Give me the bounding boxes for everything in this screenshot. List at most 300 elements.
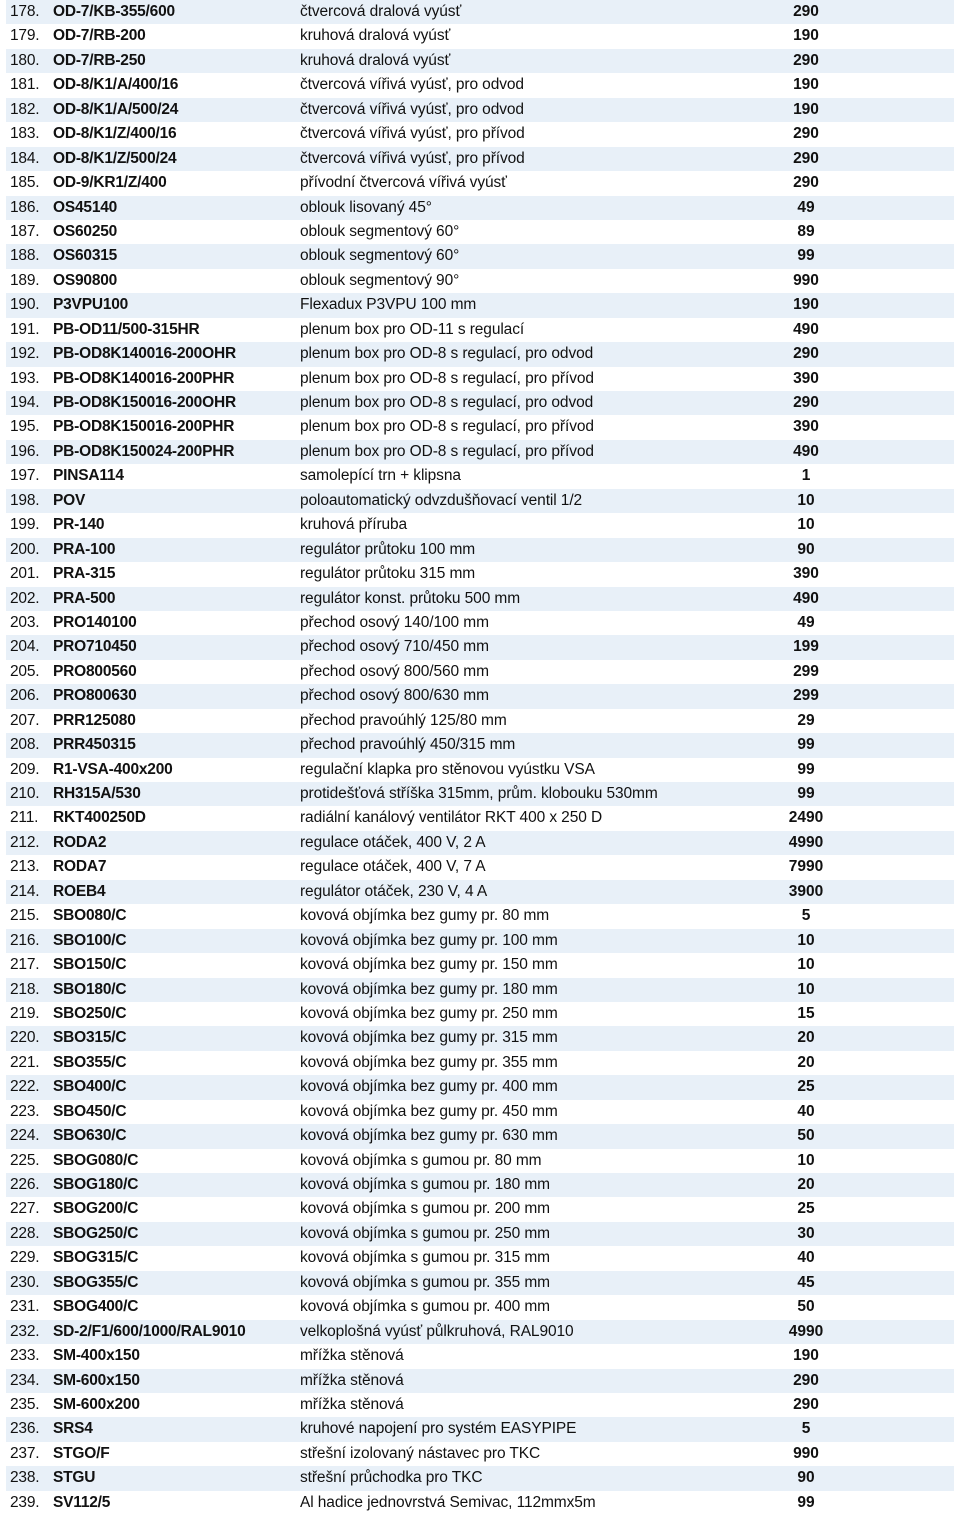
product-price: 290 bbox=[793, 174, 819, 192]
row-number: 198. bbox=[10, 491, 40, 509]
product-description: velkoplošná vyúsť půlkruhová, RAL9010 bbox=[300, 1322, 574, 1340]
product-code: OD-9/KR1/Z/400 bbox=[53, 174, 167, 192]
product-description: kovová objímka bez gumy pr. 315 mm bbox=[300, 1029, 558, 1047]
product-price: 99 bbox=[797, 785, 815, 802]
row-number: 190. bbox=[10, 296, 40, 314]
product-price: 290 bbox=[793, 1371, 819, 1389]
table-row bbox=[6, 1466, 954, 1490]
table-row bbox=[6, 758, 954, 782]
table-row bbox=[6, 98, 954, 122]
product-code: SRS4 bbox=[53, 1420, 93, 1438]
product-price: 90 bbox=[797, 540, 815, 558]
product-price: 390 bbox=[793, 565, 819, 583]
product-price: 29 bbox=[797, 711, 815, 729]
table-row bbox=[6, 367, 954, 391]
product-price: 190 bbox=[793, 296, 819, 314]
product-price: 25 bbox=[797, 1200, 815, 1218]
row-number: 187. bbox=[10, 222, 40, 240]
table-row bbox=[6, 562, 954, 586]
table-row bbox=[6, 269, 954, 293]
table-row bbox=[6, 1197, 954, 1221]
row-number: 193. bbox=[10, 369, 40, 387]
table-row bbox=[6, 904, 954, 928]
product-code: OS90800 bbox=[53, 271, 118, 289]
product-code: OD-7/RB-250 bbox=[53, 51, 146, 69]
product-description: regulátor otáček, 230 V, 4 A bbox=[300, 882, 488, 900]
table-row bbox=[6, 1344, 954, 1368]
product-price: 299 bbox=[793, 662, 819, 680]
table-row bbox=[6, 538, 954, 562]
row-number: 215. bbox=[10, 907, 40, 925]
product-description: přechod osový 800/560 mm bbox=[300, 662, 489, 680]
row-number: 226. bbox=[10, 1176, 40, 1193]
row-number: 216. bbox=[10, 931, 40, 949]
product-code: SBO450/C bbox=[53, 1102, 127, 1120]
table-row bbox=[6, 660, 954, 684]
table-row bbox=[6, 806, 954, 830]
product-description: kovová objímka bez gumy pr. 150 mm bbox=[300, 956, 558, 974]
table-row bbox=[6, 978, 954, 1002]
row-number: 232. bbox=[10, 1322, 40, 1340]
product-description: kruhová dralová vyúsť bbox=[300, 51, 451, 69]
product-price: 45 bbox=[797, 1273, 815, 1291]
product-price: 3900 bbox=[788, 882, 824, 900]
product-description: čtvercová vířivá vyúsť, pro přívod bbox=[300, 149, 525, 167]
product-description: přechod pravoúhlý 450/315 mm bbox=[300, 736, 516, 754]
product-description: regulátor průtoku 315 mm bbox=[300, 565, 476, 583]
product-price: 40 bbox=[797, 1102, 815, 1120]
product-code: SBOG200/C bbox=[53, 1200, 139, 1218]
product-price: 50 bbox=[797, 1127, 815, 1145]
product-price: 50 bbox=[797, 1298, 815, 1316]
table-row bbox=[6, 73, 954, 97]
product-description: radiální kanálový ventilátor RKT 400 x 250 D bbox=[300, 809, 603, 827]
product-price: 2490 bbox=[788, 809, 824, 827]
row-number: 231. bbox=[10, 1298, 40, 1316]
product-description: kovová objímka bez gumy pr. 180 mm bbox=[300, 980, 558, 998]
table-row bbox=[6, 147, 954, 171]
table-row bbox=[6, 1051, 954, 1075]
product-description: regulátor průtoku 100 mm bbox=[300, 540, 476, 558]
row-number: 202. bbox=[10, 589, 40, 607]
product-code: OD-8/K1/A/400/16 bbox=[53, 76, 179, 94]
product-code: OS60315 bbox=[53, 247, 118, 265]
product-code: SBO180/C bbox=[53, 980, 127, 998]
product-price: 25 bbox=[797, 1078, 815, 1096]
table-row bbox=[6, 464, 954, 488]
table-row bbox=[6, 1149, 954, 1173]
product-code: STGU bbox=[53, 1469, 96, 1487]
table-row bbox=[6, 220, 954, 244]
product-description: kovová objímka bez gumy pr. 80 mm bbox=[300, 907, 550, 925]
row-number: 181. bbox=[10, 76, 40, 94]
row-number: 192. bbox=[10, 345, 40, 363]
row-number: 230. bbox=[10, 1273, 40, 1291]
product-code: OD-8/K1/A/500/24 bbox=[53, 100, 179, 118]
product-code: OD-8/K1/Z/500/24 bbox=[53, 149, 177, 167]
product-price: 390 bbox=[793, 369, 819, 387]
product-price: 5 bbox=[801, 1420, 811, 1438]
product-description: mřížka stěnová bbox=[300, 1347, 404, 1365]
product-description: regulace otáček, 400 V, 2 A bbox=[300, 833, 486, 851]
product-description: kovová objímka s gumou pr. 200 mm bbox=[300, 1200, 550, 1218]
product-description: protidešťová stříška 315mm, prům. klobouku 530mm bbox=[300, 785, 658, 802]
product-code: SV112/5 bbox=[53, 1493, 111, 1511]
product-price: 290 bbox=[793, 51, 819, 69]
product-description: regulátor konst. průtoku 500 mm bbox=[300, 589, 521, 607]
product-price: 20 bbox=[797, 1176, 815, 1193]
product-price: 199 bbox=[793, 638, 819, 656]
product-price: 10 bbox=[797, 1151, 815, 1169]
product-price: 290 bbox=[793, 149, 819, 167]
row-number: 239. bbox=[10, 1493, 40, 1511]
table-row bbox=[6, 24, 954, 48]
table-row bbox=[6, 929, 954, 953]
product-description: plenum box pro OD-8 s regulací, pro odvod bbox=[300, 394, 594, 411]
table-row bbox=[6, 709, 954, 733]
product-code: PRR450315 bbox=[53, 736, 136, 754]
product-description: oblouk segmentový 90° bbox=[300, 271, 460, 289]
row-number: 235. bbox=[10, 1395, 40, 1413]
product-price: 99 bbox=[797, 760, 815, 778]
table-row bbox=[6, 1320, 954, 1344]
product-price: 10 bbox=[797, 931, 815, 949]
product-price: 15 bbox=[797, 1004, 815, 1022]
product-code: PRO140100 bbox=[53, 613, 137, 631]
row-number: 182. bbox=[10, 100, 40, 118]
product-code: SBOG315/C bbox=[53, 1249, 139, 1267]
table-row bbox=[6, 684, 954, 708]
row-number: 221. bbox=[10, 1053, 40, 1071]
product-price: 30 bbox=[797, 1224, 815, 1242]
product-price: 290 bbox=[793, 125, 819, 143]
product-description: kovová objímka s gumou pr. 250 mm bbox=[300, 1224, 550, 1242]
product-description: kruhové napojení pro systém EASYPIPE bbox=[300, 1420, 577, 1438]
row-number: 205. bbox=[10, 662, 40, 680]
product-code: OD-7/RB-200 bbox=[53, 27, 146, 45]
product-description: kovová objímka s gumou pr. 180 mm bbox=[300, 1176, 550, 1193]
product-code: PB-OD8K150024-200PHR bbox=[53, 442, 235, 460]
table-row bbox=[6, 1393, 954, 1417]
table-row bbox=[6, 953, 954, 977]
product-price: 10 bbox=[797, 491, 815, 509]
row-number: 201. bbox=[10, 565, 40, 583]
product-description: kruhová příruba bbox=[300, 516, 408, 534]
table-row bbox=[6, 1222, 954, 1246]
product-code: SM-600x200 bbox=[53, 1395, 140, 1413]
product-price: 7990 bbox=[788, 858, 824, 876]
row-number: 225. bbox=[10, 1151, 40, 1169]
row-number: 228. bbox=[10, 1224, 40, 1242]
product-description: přívodní čtvercová vířivá vyúsť bbox=[300, 174, 507, 192]
product-price: 290 bbox=[793, 345, 819, 363]
product-description: mřížka stěnová bbox=[300, 1371, 404, 1389]
table-row bbox=[6, 782, 954, 806]
product-code: SBO150/C bbox=[53, 956, 127, 974]
product-description: kovová objímka s gumou pr. 355 mm bbox=[300, 1273, 550, 1291]
row-number: 180. bbox=[10, 51, 40, 69]
product-price: 290 bbox=[793, 3, 819, 20]
product-code: PRR125080 bbox=[53, 711, 136, 729]
product-code: SBOG080/C bbox=[53, 1151, 139, 1169]
product-description: oblouk segmentový 60° bbox=[300, 247, 460, 265]
product-description: Al hadice jednovrstvá Semivac, 112mmx5m bbox=[300, 1493, 596, 1511]
product-price: 190 bbox=[793, 76, 819, 94]
row-number: 183. bbox=[10, 125, 40, 143]
table-row bbox=[6, 587, 954, 611]
product-price: 20 bbox=[797, 1053, 815, 1071]
row-number: 185. bbox=[10, 174, 40, 192]
table-row bbox=[6, 440, 954, 464]
product-price: 490 bbox=[793, 442, 819, 460]
product-price: 49 bbox=[797, 198, 815, 216]
row-number: 203. bbox=[10, 613, 40, 631]
product-code: SBO355/C bbox=[53, 1053, 127, 1071]
product-code: SM-600x150 bbox=[53, 1371, 140, 1389]
table-row bbox=[6, 831, 954, 855]
product-code: SD-2/F1/600/1000/RAL9010 bbox=[53, 1322, 246, 1340]
row-number: 209. bbox=[10, 760, 40, 778]
row-number: 218. bbox=[10, 980, 40, 998]
product-code: PRA-500 bbox=[53, 589, 116, 607]
product-code: P3VPU100 bbox=[53, 296, 129, 314]
product-price: 190 bbox=[793, 100, 819, 118]
table-row bbox=[6, 244, 954, 268]
product-description: kovová objímka bez gumy pr. 630 mm bbox=[300, 1127, 558, 1145]
product-code: OS60250 bbox=[53, 222, 118, 240]
product-code: PB-OD8K150016-200PHR bbox=[53, 418, 235, 436]
row-number: 222. bbox=[10, 1078, 40, 1096]
table-row bbox=[6, 489, 954, 513]
product-code: OS45140 bbox=[53, 198, 118, 216]
table-row bbox=[6, 171, 954, 195]
row-number: 179. bbox=[10, 27, 40, 45]
product-code: RODA2 bbox=[53, 833, 107, 851]
product-price: 10 bbox=[797, 956, 815, 974]
row-number: 204. bbox=[10, 638, 40, 656]
product-description: střešní izolovaný nástavec pro TKC bbox=[300, 1444, 541, 1462]
product-price: 299 bbox=[793, 687, 819, 705]
table-row bbox=[6, 1173, 954, 1197]
row-number: 188. bbox=[10, 247, 40, 265]
product-description: kovová objímka s gumou pr. 315 mm bbox=[300, 1249, 550, 1267]
product-code: STGO/F bbox=[53, 1444, 110, 1462]
product-price: 4990 bbox=[788, 1322, 824, 1340]
product-description: oblouk segmentový 60° bbox=[300, 222, 460, 240]
table-row bbox=[6, 1271, 954, 1295]
row-number: 238. bbox=[10, 1469, 40, 1487]
product-description: poloautomatický odvzdušňovací ventil 1/2 bbox=[300, 491, 583, 509]
product-description: přechod osový 140/100 mm bbox=[300, 613, 489, 631]
product-description: střešní průchodka pro TKC bbox=[300, 1469, 483, 1487]
table-row bbox=[6, 1002, 954, 1026]
product-code: PB-OD11/500-315HR bbox=[53, 320, 200, 338]
table-row bbox=[6, 0, 954, 24]
row-number: 217. bbox=[10, 956, 40, 974]
product-description: kruhová dralová vyúsť bbox=[300, 27, 451, 45]
product-description: přechod pravoúhlý 125/80 mm bbox=[300, 711, 507, 729]
product-price: 49 bbox=[797, 613, 815, 631]
product-price: 90 bbox=[797, 1469, 815, 1487]
table-row bbox=[6, 1026, 954, 1050]
row-number: 234. bbox=[10, 1371, 40, 1389]
product-code: SBO100/C bbox=[53, 931, 127, 949]
product-description: regulace otáček, 400 V, 7 A bbox=[300, 858, 486, 876]
product-code: SBO315/C bbox=[53, 1029, 127, 1047]
product-code: OD-8/K1/Z/400/16 bbox=[53, 125, 177, 143]
table-row bbox=[6, 196, 954, 220]
product-price: 99 bbox=[797, 736, 815, 754]
product-price: 99 bbox=[797, 247, 815, 265]
table-row bbox=[6, 1369, 954, 1393]
product-price: 190 bbox=[793, 27, 819, 45]
product-code: SBO250/C bbox=[53, 1004, 127, 1022]
row-number: 237. bbox=[10, 1444, 40, 1462]
product-description: čtvercová dralová vyúsť bbox=[300, 3, 462, 20]
table-row bbox=[6, 49, 954, 73]
product-description: čtvercová vířivá vyúsť, pro odvod bbox=[300, 100, 524, 118]
row-number: 214. bbox=[10, 882, 40, 900]
product-code: PINSA114 bbox=[53, 467, 124, 485]
product-code: POV bbox=[53, 491, 86, 509]
row-number: 213. bbox=[10, 858, 40, 876]
product-price: 5 bbox=[801, 907, 811, 925]
table-row bbox=[6, 1100, 954, 1124]
row-number: 211. bbox=[10, 809, 39, 827]
product-description: plenum box pro OD-8 s regulací, pro přívod bbox=[300, 442, 594, 460]
row-number: 196. bbox=[10, 442, 40, 460]
table-row bbox=[6, 1124, 954, 1148]
product-code: OD-7/KB-355/600 bbox=[53, 3, 175, 20]
product-code: PRO800560 bbox=[53, 662, 137, 680]
price-list-table bbox=[6, 0, 954, 1515]
product-description: kovová objímka s gumou pr. 80 mm bbox=[300, 1151, 542, 1169]
row-number: 191. bbox=[10, 320, 40, 338]
product-description: kovová objímka bez gumy pr. 355 mm bbox=[300, 1053, 558, 1071]
row-number: 197. bbox=[10, 467, 40, 485]
row-number: 199. bbox=[10, 516, 40, 534]
table-row bbox=[6, 391, 954, 415]
row-number: 178. bbox=[10, 3, 40, 20]
product-code: PRA-100 bbox=[53, 540, 116, 558]
product-price: 10 bbox=[797, 516, 815, 534]
table-row bbox=[6, 342, 954, 366]
row-number: 219. bbox=[10, 1004, 40, 1022]
product-price: 10 bbox=[797, 980, 815, 998]
table-row bbox=[6, 318, 954, 342]
product-code: RODA7 bbox=[53, 858, 107, 876]
product-price: 990 bbox=[793, 271, 819, 289]
product-description: kovová objímka s gumou pr. 400 mm bbox=[300, 1298, 550, 1316]
product-code: SM-400x150 bbox=[53, 1347, 140, 1365]
product-description: samolepící trn + klipsna bbox=[300, 467, 461, 485]
row-number: 236. bbox=[10, 1420, 40, 1438]
product-code: R1-VSA-400x200 bbox=[53, 760, 173, 778]
product-price: 490 bbox=[793, 320, 819, 338]
table-row bbox=[6, 513, 954, 537]
table-row bbox=[6, 1075, 954, 1099]
product-description: oblouk lisovaný 45° bbox=[300, 198, 432, 216]
product-price: 490 bbox=[793, 589, 819, 607]
row-number: 194. bbox=[10, 394, 40, 411]
row-number: 184. bbox=[10, 149, 40, 167]
row-number: 207. bbox=[10, 711, 40, 729]
table-row bbox=[6, 855, 954, 879]
product-description: čtvercová vířivá vyúsť, pro odvod bbox=[300, 76, 524, 94]
table-row bbox=[6, 415, 954, 439]
row-number: 208. bbox=[10, 736, 40, 754]
product-description: plenum box pro OD-8 s regulací, pro přívod bbox=[300, 369, 594, 387]
table-row bbox=[6, 1417, 954, 1441]
product-code: SBO630/C bbox=[53, 1127, 127, 1145]
product-description: plenum box pro OD-8 s regulací, pro přívod bbox=[300, 418, 594, 436]
table-row bbox=[6, 733, 954, 757]
product-description: kovová objímka bez gumy pr. 450 mm bbox=[300, 1102, 558, 1120]
product-code: PRO800630 bbox=[53, 687, 137, 705]
product-description: přechod osový 710/450 mm bbox=[300, 638, 489, 656]
product-price: 390 bbox=[793, 418, 819, 436]
product-description: Flexadux P3VPU 100 mm bbox=[300, 296, 477, 314]
row-number: 227. bbox=[10, 1200, 40, 1218]
row-number: 220. bbox=[10, 1029, 40, 1047]
table-row bbox=[6, 1246, 954, 1270]
row-number: 210. bbox=[10, 785, 40, 802]
product-code: PRO710450 bbox=[53, 638, 137, 656]
product-code: PR-140 bbox=[53, 516, 105, 534]
row-number: 195. bbox=[10, 418, 40, 436]
table-row bbox=[6, 880, 954, 904]
row-number: 229. bbox=[10, 1249, 40, 1267]
row-number: 200. bbox=[10, 540, 40, 558]
product-price: 89 bbox=[797, 222, 815, 240]
product-code: PB-OD8K150016-200OHR bbox=[53, 394, 236, 411]
table-row bbox=[6, 1295, 954, 1319]
row-number: 233. bbox=[10, 1347, 40, 1365]
row-number: 212. bbox=[10, 833, 40, 851]
product-price: 1 bbox=[801, 467, 811, 485]
row-number: 206. bbox=[10, 687, 40, 705]
product-price: 290 bbox=[793, 1395, 819, 1413]
table-row bbox=[6, 1491, 954, 1515]
product-description: kovová objímka bez gumy pr. 100 mm bbox=[300, 931, 558, 949]
product-description: regulační klapka pro stěnovou vyústku VSA bbox=[300, 760, 595, 778]
product-code: RH315A/530 bbox=[53, 785, 141, 802]
table-row bbox=[6, 293, 954, 317]
product-price: 99 bbox=[797, 1493, 815, 1511]
product-price: 4990 bbox=[788, 833, 824, 851]
product-code: PRA-315 bbox=[53, 565, 116, 583]
table-row bbox=[6, 122, 954, 146]
product-description: plenum box pro OD-11 s regulací bbox=[300, 320, 525, 338]
product-code: RKT400250D bbox=[53, 809, 146, 827]
product-description: čtvercová vířivá vyúsť, pro přívod bbox=[300, 125, 525, 143]
table-row bbox=[6, 611, 954, 635]
row-number: 223. bbox=[10, 1102, 40, 1120]
product-description: plenum box pro OD-8 s regulací, pro odvod bbox=[300, 345, 594, 363]
product-code: SBOG250/C bbox=[53, 1224, 139, 1242]
product-price: 20 bbox=[797, 1029, 815, 1047]
product-price: 990 bbox=[793, 1444, 819, 1462]
row-number: 186. bbox=[10, 198, 40, 216]
row-number: 224. bbox=[10, 1127, 40, 1145]
product-description: kovová objímka bez gumy pr. 400 mm bbox=[300, 1078, 558, 1096]
product-price: 40 bbox=[797, 1249, 815, 1267]
table-row bbox=[6, 1442, 954, 1466]
product-code: ROEB4 bbox=[53, 882, 106, 900]
product-code: SBOG180/C bbox=[53, 1176, 139, 1193]
product-code: SBOG355/C bbox=[53, 1273, 139, 1291]
product-description: kovová objímka bez gumy pr. 250 mm bbox=[300, 1004, 558, 1022]
